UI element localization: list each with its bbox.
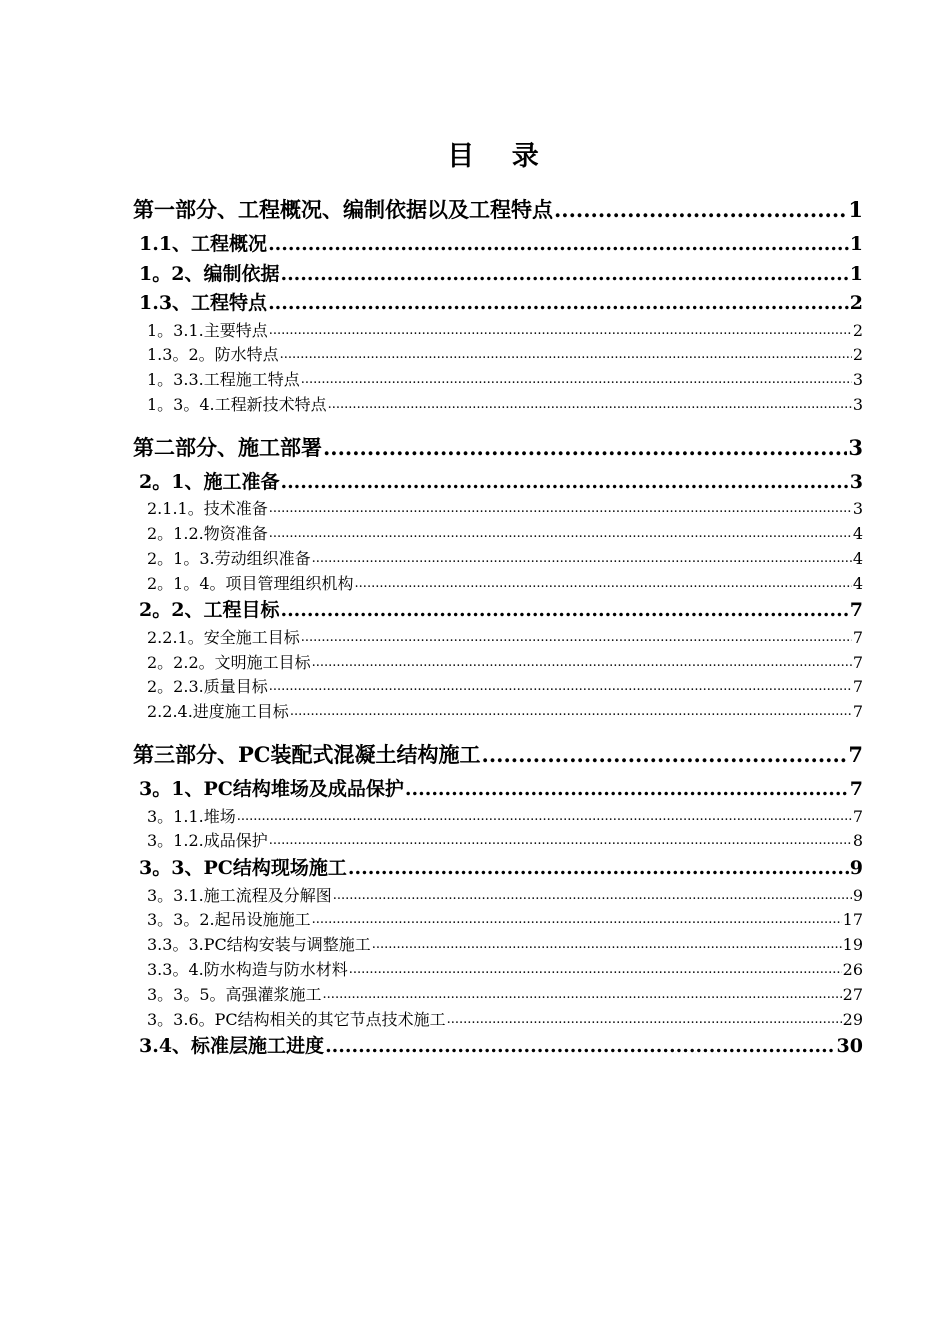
dot-leader <box>268 289 849 319</box>
toc-entry-page-number: 3 <box>852 370 863 390</box>
toc-entry-label: 1.3、工程特点 <box>139 292 268 314</box>
toc-entry-page-number: 7 <box>852 677 863 697</box>
toc-entry-page-number: 8 <box>852 831 863 851</box>
toc-entry-level-2[interactable] <box>133 230 863 260</box>
toc-entry-level-3[interactable] <box>133 497 863 522</box>
toc-entry-level-1[interactable] <box>133 735 863 775</box>
toc-entry-label: 第三部分、PC装配式混凝土结构施工 <box>133 742 481 768</box>
toc-entry-label: 3。3、PC结构现场施工 <box>139 857 347 880</box>
toc-entry-page-number: 9 <box>852 885 863 905</box>
dot-leader <box>280 260 848 290</box>
toc-entry-label: 第一部分、工程概况、编制依据以及工程特点 <box>133 197 553 222</box>
toc-entry-page-number: 7 <box>848 742 863 768</box>
toc-entry-label: 2。2、工程目标 <box>139 599 280 622</box>
dot-leader <box>312 908 842 933</box>
toc-entry-level-3[interactable] <box>133 805 863 830</box>
toc-entry-level-3[interactable] <box>133 368 863 393</box>
toc-entry-page-number: 7 <box>852 652 863 672</box>
toc-entry-level-1[interactable] <box>133 428 863 468</box>
toc-entry-label: 3.3。4.防水构造与防水材料 <box>147 960 348 980</box>
dot-leader <box>312 547 852 572</box>
dot-leader <box>301 368 852 393</box>
toc-entry-label: 1。3。4.工程新技术特点 <box>147 394 327 414</box>
toc-entry-label: 3。3.6。PC结构相关的其它节点技术施工 <box>147 1009 446 1029</box>
dot-leader <box>405 775 849 805</box>
toc-entry-level-3[interactable] <box>133 983 863 1008</box>
dot-leader <box>269 497 852 522</box>
toc-entry-page-number: 2 <box>852 320 863 340</box>
toc-entry-label: 1。3.1.主要特点 <box>147 320 268 340</box>
toc-entry-page-number: 7 <box>852 806 863 826</box>
toc-entry-level-3[interactable] <box>133 626 863 651</box>
dot-leader <box>355 572 852 597</box>
dot-leader <box>280 343 852 368</box>
toc-entry-page-number: 3 <box>848 434 863 460</box>
toc-entry-page-number: 3 <box>852 394 863 414</box>
toc-entry-label: 1.3。2。防水特点 <box>147 345 279 365</box>
dot-leader <box>325 1032 835 1062</box>
toc-entry-level-2[interactable] <box>133 854 863 884</box>
toc-entry-level-2[interactable] <box>133 468 863 498</box>
toc-entry-level-3[interactable] <box>133 829 863 854</box>
toc-entry-label: 2。1.2.物资准备 <box>147 523 268 543</box>
dot-leader <box>372 933 842 958</box>
dot-leader <box>280 468 848 498</box>
toc-entry-level-3[interactable] <box>133 884 863 909</box>
dot-leader <box>447 1008 842 1033</box>
dot-leader <box>349 958 842 983</box>
toc-entry-label: 1。2、编制依据 <box>139 262 280 285</box>
toc-entry-label: 3。1、PC结构堆场及成品保护 <box>139 778 404 801</box>
toc-entry-label: 2.1.1。技术准备 <box>147 499 268 519</box>
toc-entry-label: 2。2.2。文明施工目标 <box>147 652 311 672</box>
toc-entry-page-number: 4 <box>852 548 863 568</box>
dot-leader <box>323 428 847 468</box>
toc-entry-label: 2。2.3.质量目标 <box>147 677 268 697</box>
toc-entry-page-number: 7 <box>852 702 863 722</box>
toc-entry-page-number: 4 <box>852 523 863 543</box>
toc-entry-page-number: 3 <box>849 470 863 493</box>
toc-entry-label: 3。1.2.成品保护 <box>147 831 268 851</box>
toc-entry-label: 第二部分、施工部署 <box>133 434 322 460</box>
toc-entry-label: 2。1、施工准备 <box>139 470 280 493</box>
toc-entry-level-3[interactable] <box>133 908 863 933</box>
toc-entry-page-number: 2 <box>849 292 863 314</box>
toc-entry-page-number: 19 <box>842 935 863 955</box>
dot-leader <box>482 735 848 775</box>
toc-entry-page-number: 27 <box>842 984 863 1004</box>
toc-entry-level-3[interactable] <box>133 547 863 572</box>
dot-leader <box>554 190 847 230</box>
toc-entry-page-number: 7 <box>852 627 863 647</box>
toc-entry-page-number: 7 <box>849 599 863 622</box>
toc-entry-level-2[interactable] <box>133 1032 863 1062</box>
dot-leader <box>280 596 848 626</box>
toc-entry-level-3[interactable] <box>133 700 863 725</box>
dot-leader <box>328 393 852 418</box>
toc-entry-level-3[interactable] <box>133 319 863 344</box>
toc-entry-level-3[interactable] <box>133 958 863 983</box>
toc-entry-label: 3。1.1.堆场 <box>147 806 236 826</box>
toc-entry-label: 3。3。2.起吊设施施工 <box>147 910 311 930</box>
toc-entry-page-number: 30 <box>836 1035 863 1058</box>
toc-entry-label: 3.4、标准层施工进度 <box>139 1035 325 1058</box>
toc-entry-level-3[interactable] <box>133 393 863 418</box>
dot-leader <box>269 319 852 344</box>
toc-entry-label: 3.3。3.PC结构安装与调整施工 <box>147 935 371 955</box>
toc-entry-level-3[interactable] <box>133 522 863 547</box>
toc-entry-label: 2。1。3.劳动组织准备 <box>147 548 311 568</box>
dot-leader <box>237 805 852 830</box>
dot-leader <box>312 651 852 676</box>
toc-entry-page-number: 3 <box>852 499 863 519</box>
section-gap <box>133 418 863 428</box>
toc-entry-page-number: 29 <box>842 1009 863 1029</box>
toc-entry-page-number: 1 <box>849 233 863 255</box>
toc-entry-label: 2.2.1。安全施工目标 <box>147 627 300 647</box>
toc-entry-label: 3。3.1.施工流程及分解图 <box>147 885 332 905</box>
dot-leader <box>268 230 849 260</box>
toc-entry-level-3[interactable] <box>133 1008 863 1033</box>
toc-entry-level-3[interactable] <box>133 675 863 700</box>
dot-leader <box>290 700 852 725</box>
toc-entry-page-number: 4 <box>852 573 863 593</box>
dot-leader <box>269 829 852 854</box>
dot-leader <box>301 626 852 651</box>
toc-entry-page-number: 7 <box>849 778 863 801</box>
dot-leader <box>323 983 842 1008</box>
toc-entry-level-3[interactable] <box>133 343 863 368</box>
dot-leader <box>348 854 849 884</box>
toc-entry-page-number: 26 <box>842 960 863 980</box>
toc-entry-level-2[interactable] <box>133 775 863 805</box>
dot-leader <box>269 522 852 547</box>
toc-entry-level-2[interactable] <box>133 289 863 319</box>
toc-entry-level-2[interactable] <box>133 596 863 626</box>
toc-entry-page-number: 1 <box>849 262 863 285</box>
toc-entry-page-number: 2 <box>852 345 863 365</box>
toc-title: 目 录 <box>447 141 553 172</box>
toc-entry-page-number: 17 <box>842 910 863 930</box>
toc-entry-level-3[interactable] <box>133 572 863 597</box>
toc-entry-label: 3。3。5。高强灌浆施工 <box>147 984 322 1004</box>
toc-entry-label: 2.2.4.进度施工目标 <box>147 702 289 722</box>
dot-leader <box>333 884 852 909</box>
toc-entry-label: 1。3.3.工程施工特点 <box>147 370 300 390</box>
toc-entry-level-3[interactable] <box>133 933 863 958</box>
toc-entry-level-2[interactable] <box>133 260 863 290</box>
section-gap <box>133 725 863 735</box>
toc-entry-label: 2。1。4。项目管理组织机构 <box>147 573 354 593</box>
toc-entry-page-number: 1 <box>848 197 863 222</box>
table-of-contents <box>133 190 863 1062</box>
toc-entry-label: 1.1、工程概况 <box>139 233 268 255</box>
toc-entry-level-3[interactable] <box>133 651 863 676</box>
toc-entry-level-1[interactable] <box>133 190 863 230</box>
toc-entry-page-number: 9 <box>849 857 863 880</box>
dot-leader <box>269 675 852 700</box>
